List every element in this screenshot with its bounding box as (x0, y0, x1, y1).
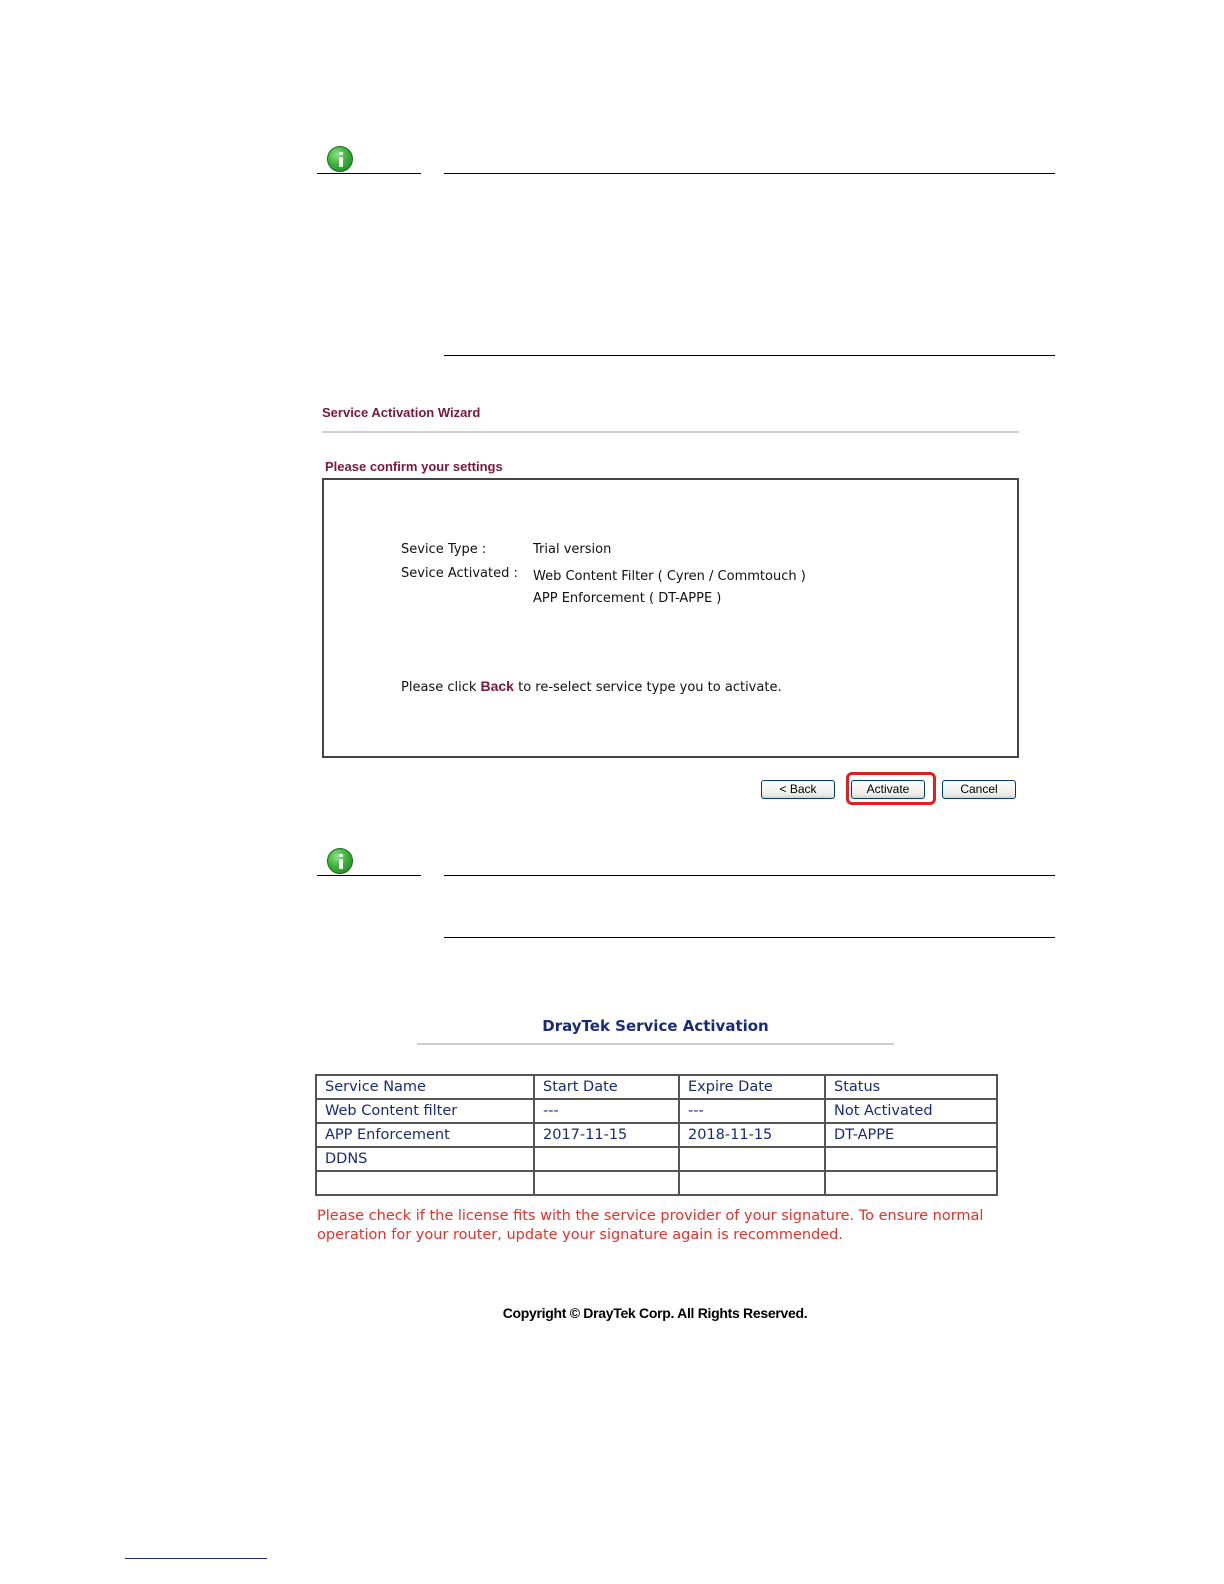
wizard-title-divider (322, 431, 1019, 433)
column-header: Start Date (534, 1075, 679, 1099)
service-table (315, 1074, 998, 1196)
back-instruction (401, 678, 782, 695)
start-date-cell (534, 1147, 679, 1171)
note-rule-bottom (444, 937, 1055, 938)
start-date-cell: --- (534, 1099, 679, 1123)
confirm-title: Please confirm your settings (325, 459, 503, 474)
activate-button[interactable]: Activate (851, 780, 925, 799)
info-icon (327, 848, 353, 874)
note-rule-top (444, 173, 1055, 174)
status-cell: Not Activated (825, 1099, 997, 1123)
column-header: Service Name (316, 1075, 534, 1099)
table-row (316, 1147, 997, 1171)
table-row (316, 1171, 997, 1195)
service-name-cell: Web Content filter (316, 1099, 534, 1123)
table-row (316, 1099, 997, 1123)
service-type-label: Sevice Type : (401, 542, 487, 557)
column-header: Expire Date (679, 1075, 825, 1099)
table-header-row (316, 1075, 997, 1099)
activation-title: DrayTek Service Activation (542, 1017, 769, 1035)
status-cell: DT-APPE (825, 1123, 997, 1147)
service-activated-label: Sevice Activated : (401, 566, 518, 581)
expire-date-cell (679, 1147, 825, 1171)
service-activated-value: APP Enforcement ( DT-APPE ) (533, 591, 722, 606)
back-button[interactable]: < Back (761, 780, 835, 799)
expire-date-cell: --- (679, 1099, 825, 1123)
license-warning: Please check if the license fits with the service provider of your signature. To ensure normal operation for your router, update your signature again is recommended. (317, 1208, 984, 1243)
footnote-divider (125, 1558, 267, 1559)
status-cell (825, 1171, 997, 1195)
start-date-cell (534, 1171, 679, 1195)
service-type-value: Trial version (533, 542, 612, 557)
service-name-cell (316, 1171, 534, 1195)
wizard-title: Service Activation Wizard (322, 405, 481, 420)
copyright: Copyright © DrayTek Corp. All Rights Reserved. (502, 1305, 808, 1321)
status-cell (825, 1147, 997, 1171)
table-row (316, 1123, 997, 1147)
instruction-back-keyword: Back (480, 678, 514, 694)
note-rule-bottom (444, 355, 1055, 356)
expire-date-cell: 2018-11-15 (679, 1123, 825, 1147)
note-rule-short (317, 875, 421, 876)
service-name-cell: APP Enforcement (316, 1123, 534, 1147)
instruction-suffix: to re-select service type you to activate. (513, 680, 782, 695)
cancel-button[interactable]: Cancel (942, 780, 1016, 799)
note-rule-top (444, 875, 1055, 876)
expire-date-cell (679, 1171, 825, 1195)
instruction-prefix: Please click (401, 680, 481, 695)
confirm-settings-panel (322, 478, 1019, 758)
info-icon (327, 146, 353, 172)
activation-title-divider (417, 1043, 894, 1045)
start-date-cell: 2017-11-15 (534, 1123, 679, 1147)
service-activated-value: Web Content Filter ( Cyren / Commtouch ) (533, 569, 806, 584)
note-rule-short (317, 173, 421, 174)
column-header: Status (825, 1075, 997, 1099)
service-name-cell: DDNS (316, 1147, 534, 1171)
